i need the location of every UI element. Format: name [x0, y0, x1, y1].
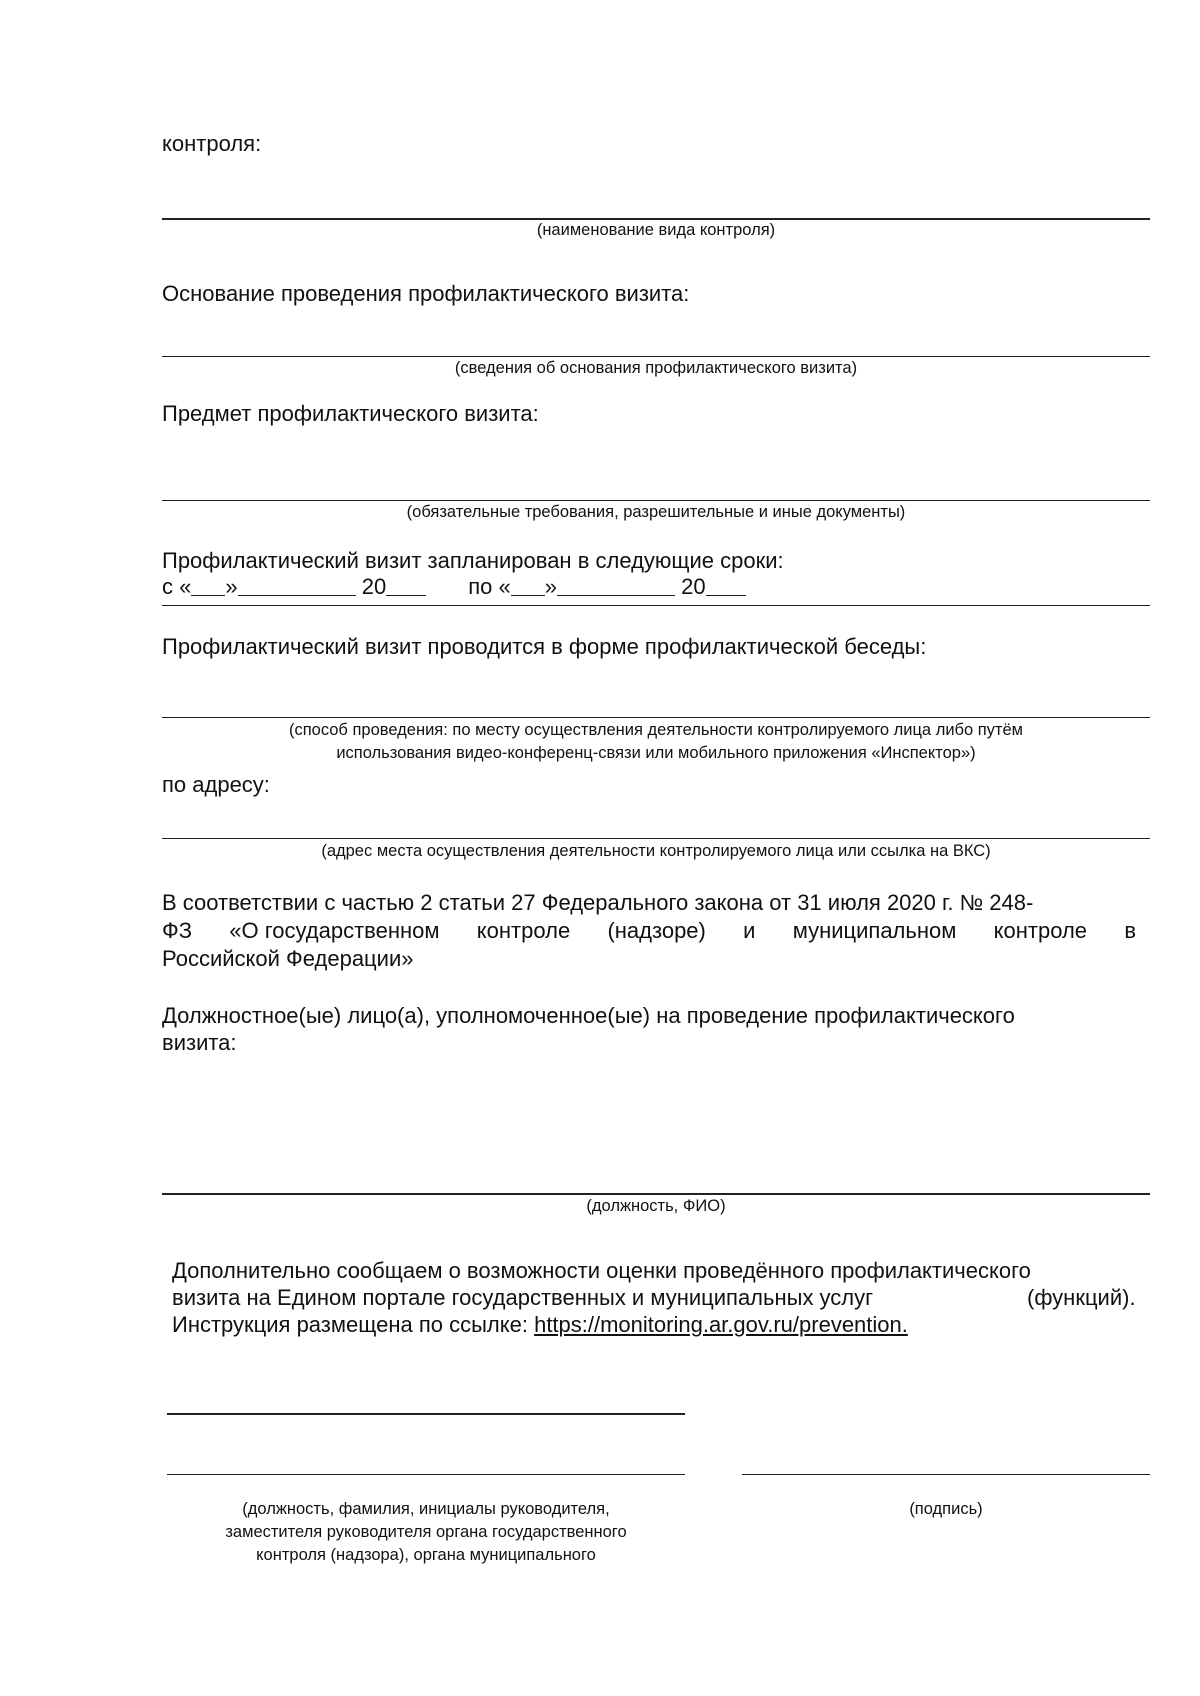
schedule-heading: Профилактический визит запланирован в следующие сроки: [162, 548, 784, 573]
basis-heading: Основание проведения профилактического визита: [162, 281, 690, 306]
basis-line[interactable] [162, 356, 1150, 357]
control-type-line[interactable] [162, 218, 1150, 220]
subject-line[interactable] [162, 500, 1150, 501]
law-word: в [1124, 918, 1136, 943]
form-line[interactable] [162, 717, 1150, 718]
law-word: контроле [993, 918, 1088, 943]
address-label: по адресу: [162, 772, 270, 797]
signature-caption: (подпись) [909, 1500, 983, 1518]
prevention-link[interactable]: https://monitoring.ar.gov.ru/prevention. [534, 1312, 908, 1337]
law-word: ФЗ [162, 918, 193, 943]
address-caption: (адрес места осуществления деятельности контролируемого лица или ссылка на ВКС) [321, 842, 991, 860]
basis-caption: (сведения об основания профилактического визита) [454, 359, 858, 377]
to-day-close: » [544, 574, 557, 599]
position-line[interactable] [167, 1474, 685, 1475]
control-type-caption: (наименование вида контроля) [536, 221, 776, 239]
rating-line2-text: визита на Едином портале государственных и муниципальных услуг [172, 1285, 874, 1310]
law-line1: В соответствии с частью 2 статьи 27 Федерального закона от 31 июля 2020 г. № 248- [162, 890, 1034, 915]
law-word: (надзоре) [607, 918, 706, 943]
officials-caption: (должность, ФИО) [586, 1197, 726, 1215]
law-word: «О государственном [229, 918, 440, 943]
to-year-blank[interactable] [706, 577, 746, 596]
address-line[interactable] [162, 838, 1150, 839]
rating-line3-text: Инструкция размещена по ссылке: [172, 1312, 535, 1337]
form-heading: Профилактический визит проводится в форме профилактической беседы: [162, 634, 927, 659]
from-day-blank[interactable] [191, 577, 225, 596]
law-line3: Российской Федерации» [162, 946, 414, 971]
rating-line2-end: (функций). [1027, 1285, 1136, 1310]
from-month-blank[interactable] [238, 577, 356, 596]
position-caption-line1: (должность, фамилия, инициалы руководителя, [242, 1500, 610, 1518]
control-label: контроля: [162, 131, 262, 156]
to-year: 20 [681, 574, 706, 599]
from-year-blank[interactable] [386, 577, 426, 596]
to-prefix: по « [468, 574, 511, 599]
schedule-line [162, 605, 1150, 606]
from-year: 20 [361, 574, 387, 599]
from-prefix: с « [162, 574, 192, 599]
law-word: и [743, 918, 756, 943]
subject-caption: (обязательные требования, разрешительные и иные документы) [406, 503, 906, 521]
signature-line[interactable] [742, 1474, 1150, 1475]
position-caption-line3: контроля (надзора), органа муниципального [256, 1546, 596, 1564]
to-month-blank[interactable] [557, 577, 675, 596]
officials-line2: визита: [162, 1030, 237, 1055]
law-line2 [162, 918, 1136, 944]
rating-line1: Дополнительно сообщаем о возможности оценки проведённого профилактического [172, 1258, 1031, 1283]
form-caption-line2: использования видео-конференц-связи или мобильного приложения «Инспектор») [336, 744, 976, 762]
officials-line1: Должностное(ые) лицо(а), уполномоченное(ые) на проведение профилактического [162, 1003, 1015, 1028]
schedule-dates-row [162, 574, 746, 600]
law-word: муниципальном [792, 918, 957, 943]
officials-line[interactable] [162, 1193, 1150, 1195]
law-word: контроле [476, 918, 571, 943]
position-caption-line2: заместителя руководителя органа государственного [225, 1523, 627, 1541]
from-day-close: » [225, 574, 238, 599]
position-line-top[interactable] [167, 1413, 685, 1415]
subject-heading: Предмет профилактического визита: [162, 401, 539, 426]
rating-line3 [172, 1312, 908, 1338]
to-day-blank[interactable] [511, 577, 545, 596]
form-caption-line1: (способ проведения: по месту осуществления деятельности контролируемого лица либо путём [288, 721, 1024, 739]
